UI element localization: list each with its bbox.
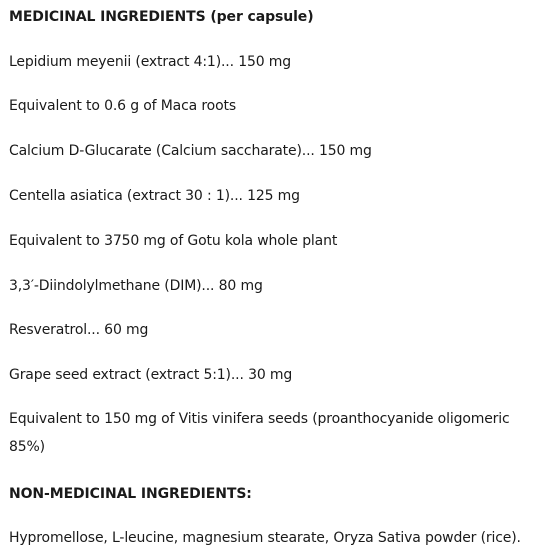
- medicinal-ingredients-heading: MEDICINAL INGREDIENTS (per capsule): [9, 9, 314, 25]
- ingredient-line: Grape seed extract (extract 5:1)... 30 mg: [9, 367, 293, 383]
- ingredient-line: Centella asiatica (extract 30 : 1)... 125 mg: [9, 188, 300, 204]
- ingredient-line: Calcium D-Glucarate (Calcium saccharate)... 150 mg: [9, 143, 372, 159]
- ingredient-line: Resveratrol... 60 mg: [9, 322, 149, 338]
- ingredient-line: Lepidium meyenii (extract 4:1)... 150 mg: [9, 54, 291, 70]
- ingredient-line: Equivalent to 150 mg of Vitis vinifera seeds (proanthocyanide oligomeric 85%): [9, 411, 510, 455]
- ingredient-line: Equivalent to 3750 mg of Gotu kola whole plant: [9, 233, 338, 249]
- ingredient-line: Equivalent to 0.6 g of Maca roots: [9, 98, 236, 114]
- non-medicinal-ingredients-text: Hypromellose, L-leucine, magnesium stearate, Oryza Sativa powder (rice).: [9, 530, 521, 546]
- ingredient-line: 3,3′-Diindolylmethane (DIM)... 80 mg: [9, 278, 263, 294]
- non-medicinal-ingredients-heading: NON-MEDICINAL INGREDIENTS:: [9, 486, 252, 502]
